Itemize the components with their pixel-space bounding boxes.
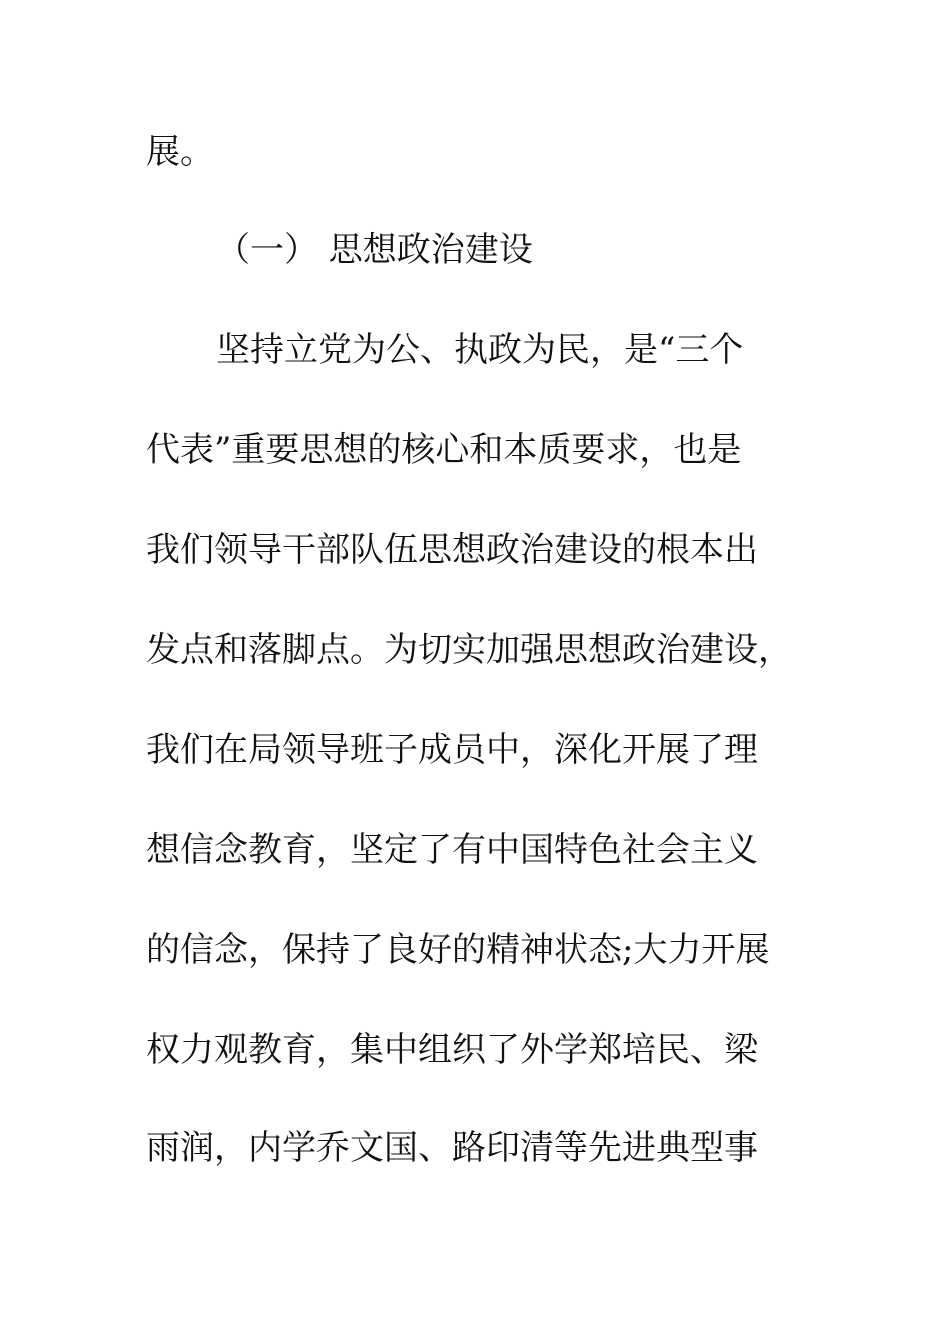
paragraph-line: 我们领导干部队伍思想政治建设的根本出 <box>146 530 758 570</box>
paragraph-line: 的信念，保持了良好的精神状态;大力开展 <box>146 930 770 970</box>
paragraph-line: 雨润，内学乔文国、路印清等先进典型事 <box>146 1128 758 1168</box>
paragraph-line: 权力观教育，集中组织了外学郑培民、梁 <box>146 1030 758 1070</box>
section-heading: （一） 思想政治建设 <box>216 230 533 270</box>
paragraph-line: 发点和落脚点。为切实加强思想政治建设， <box>146 630 792 670</box>
paragraph-line: 我们在局领导班子成员中，深化开展了理 <box>146 730 758 770</box>
paragraph-line: 坚持立党为公、执政为民，是“三个 <box>216 330 744 370</box>
paragraph-line: 想信念教育，坚定了有中国特色社会主义 <box>146 830 758 870</box>
paragraph-line: 代表”重要思想的核心和本质要求，也是 <box>146 430 742 470</box>
text-line-continuation: 展。 <box>146 132 214 172</box>
